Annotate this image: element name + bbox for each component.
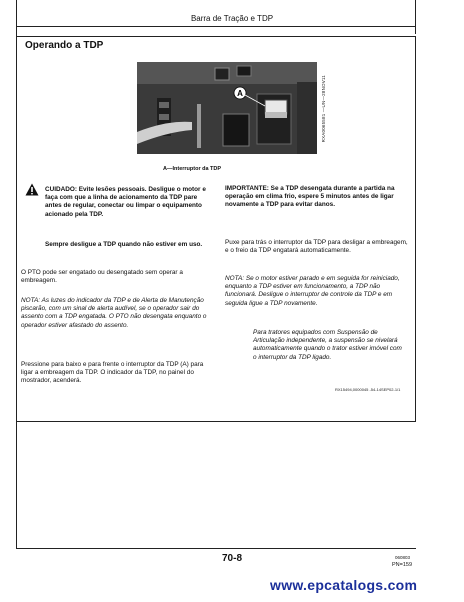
pto-switch-illustration [137, 62, 317, 154]
caution-extra: Sempre desligue a TDP quando não estiver em uso. [45, 241, 203, 248]
pn-number: PN=159 [392, 562, 413, 568]
left-paragraph-1: O PTO pode ser engatado ou desengatado sem operar a embreagem. [21, 269, 183, 285]
reference-code: 060803 [395, 555, 411, 560]
pto-switch-photo [137, 62, 317, 154]
content-frame [16, 36, 416, 422]
caution-text: CUIDADO: Evite lesões pessoais. Desligue o motor e faça com que a linha de acionamento da TDP pare antes de regular, conectar ou limpar o equipamento acionado pela TDP. [45, 186, 206, 218]
header-rule [16, 26, 416, 27]
document-code: RX15494,0000045 -54-14SEP02-1/1 [335, 387, 401, 392]
figure-caption: A—Interruptor da TDP [163, 166, 222, 172]
page-header: Barra de Tração e TDP [190, 14, 274, 23]
warning-icon [25, 183, 39, 196]
right-note-1: NOTA: Se o motor estiver parado e em seguida for reiniciado, enquanto a TDP estiver em funcionamento, a TDP não funcionará. Desligue o interruptor de controle da TDP e em seguida ligue a TDP novamente. [225, 275, 400, 307]
right-note-2: Para tratores equipados com Suspensão de Articulação independente, a suspensão se nivelará automaticamente quando o trator estiver imóvel com o interruptor da TDP ligado. [253, 329, 402, 361]
right-paragraph-1: Puxe para trás o interruptor da TDP para desligar a embreagem, e o freio da TDP engatará automaticamente. [225, 239, 408, 255]
section-title: Operando a TDP [25, 40, 104, 51]
page-number: 70-8 [221, 553, 242, 564]
figure-side-code: RXA0065581 —UN—28NOV11 [321, 75, 326, 143]
callout-a: A [237, 89, 243, 98]
important-text: IMPORTANTE: Se a TDP desengata durante a partida na operação em clima frio, espere 5 minutos antes de ligar novamente a TDP para evitar danos. [225, 185, 395, 209]
left-paragraph-2: Pressione para baixo e para frente o interruptor da TDP (A) para ligar a embreagem da TDP. O indicador da TDP, no painel do mostrador, acenderá. [21, 361, 204, 385]
footer-rule [16, 548, 416, 549]
website-watermark: www.epcatalogs.com [270, 577, 418, 593]
left-note: NOTA: As luzes do indicador da TDP e de Alerta de Manutenção piscarão, com um sinal de alerta audível, se o operador sair do assento com a TDP engatada. O PTO não desengata enquanto o operador estiver afastado do assento. [21, 297, 207, 329]
